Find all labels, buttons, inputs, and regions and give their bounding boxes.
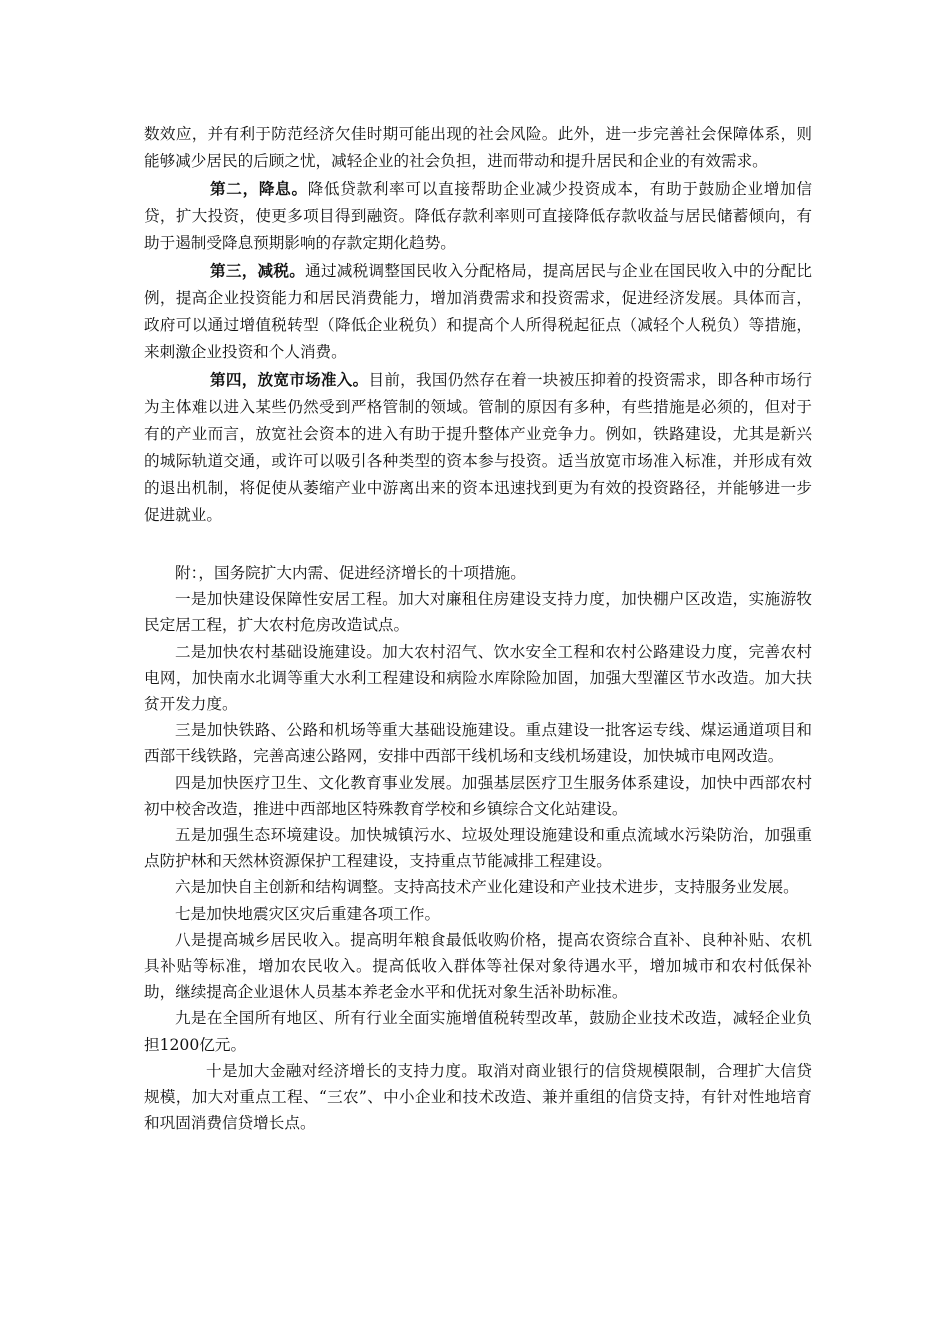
appendix-note: 附：，国务院扩大内需、促进经济增长的十项措施。 — [175, 564, 526, 582]
paragraph-body: 通过减税调整国民收入分配格局，提高居民与企业在国民收入中的分配比例，提高企业投资能力和居民消费能力，增加消费需求和投资需求，促进经济发展。具体而言，政府可以通过增值税转型（降低企业税负）和提高个人所得税起征点（减轻个人税负）等措施，来刺激企业投资和个人消费。 — [144, 262, 812, 361]
measure-item-6: 六是加快自主创新和结构调整。支持高技术产业化建设和产业技术进步，支持服务业发展。 — [175, 878, 799, 897]
paragraph-heading: 第三，减税。 — [210, 261, 306, 280]
section-gap — [144, 529, 812, 560]
measures-discussion — [144, 121, 812, 529]
measure-item-10: 十是加大金融对经济增长的支持力度。取消对商业银行的信贷规模限制，合理扩大信贷规模，加大对重点工程、“三农”、中小企业和技术改造、兼并重组的信贷支持，有针对性地培育和巩固消费信贷增长点。 — [144, 1061, 812, 1133]
paragraph-market-access — [144, 366, 812, 529]
measure-item-8: 八是提高城乡居民收入。提高明年粮食最低收购价格，提高农资综合直补、良种补贴、农机具补贴等标准，增加农民收入。提高低收入群体等社保对象待遇水平，增加城市和农村低保补助，继续提高企业退休人员基本养老金水平和优抚对象生活补助标准。 — [144, 930, 812, 1002]
measure-item-4: 四是加快医疗卫生、文化教育事业发展。加强基层医疗卫生服务体系建设，加快中西部农村初中校舍改造，推进中西部地区特殊教育学校和乡镇综合文化站建设。 — [144, 773, 812, 818]
paragraph-body: 目前，我国仍然存在着一块被压抑着的投资需求，即各种市场行为主体难以进入某些仍然受到严格管制的领域。管制的原因有多种，有些措施是必须的，但对于有的产业而言，放宽社会资本的进入有助于提升整体产业竞争力。例如，铁路建设，尤其是新兴的城际轨道交通，或许可以吸引各种类型的资本参与投资。适当放宽市场准入标准，并形成有效的退出机制，将促使从萎缩产业中游离出来的资本迅速找到更为有效的投资路径，并能够进一步促进就业。 — [144, 371, 812, 524]
measure-item-2: 二是加快农村基础设施建设。加大农村沼气、饮水安全工程和农村公路建设力度，完善农村电网，加快南水北调等重大水利工程建设和病险水库除险加固，加强大型灌区节水改造。加大扶贫开发力度。 — [144, 642, 812, 714]
paragraph-social-security: 数效应，并有利于防范经济欠佳时期可能出现的社会风险。此外，进一步完善社会保障体系，则能够减少居民的后顾之忧，减轻企业的社会负担，进而带动和提升居民和企业的有效需求。 — [144, 125, 812, 170]
ten-measures-appendix — [144, 560, 812, 1136]
paragraph-tax-cut — [144, 257, 812, 366]
measure-item-5: 五是加强生态环境建设。加快城镇污水、垃圾处理设施建设和重点流域水污染防治，加强重点防护林和天然林资源保护工程建设，支持重点节能减排工程建设。 — [144, 826, 812, 871]
paragraph-rate-cut — [144, 175, 812, 257]
measure-item-7: 七是加快地震灾区灾后重建各项工作。 — [175, 904, 441, 923]
paragraph-heading: 第二，降息。 — [210, 179, 308, 198]
paragraph-body: 降低贷款利率可以直接帮助企业减少投资成本，有助于鼓励企业增加信贷，扩大投资，使更多项目得到融资。降低存款利率则可直接降低存款收益与居民储蓄倾向，有助于遏制受降息预期影响的存款定期化趋势。 — [144, 180, 812, 252]
measure-item-1: 一是加快建设保障性安居工程。加大对廉租住房建设支持力度，加快棚户区改造，实施游牧民定居工程，扩大农村危房改造试点。 — [144, 590, 812, 635]
document-page — [144, 121, 812, 1136]
measure-item-9: 九是在全国所有地区、所有行业全面实施增值税转型改革，鼓励企业技术改造，减轻企业负担1200亿元。 — [144, 1009, 812, 1054]
paragraph-heading: 第四，放宽市场准入。 — [210, 370, 369, 389]
measure-item-3: 三是加快铁路、公路和机场等重大基础设施建设。重点建设一批客运专线、煤运通道项目和西部干线铁路，完善高速公路网，安排中西部干线机场和支线机场建设，加快城市电网改造。 — [144, 721, 812, 766]
